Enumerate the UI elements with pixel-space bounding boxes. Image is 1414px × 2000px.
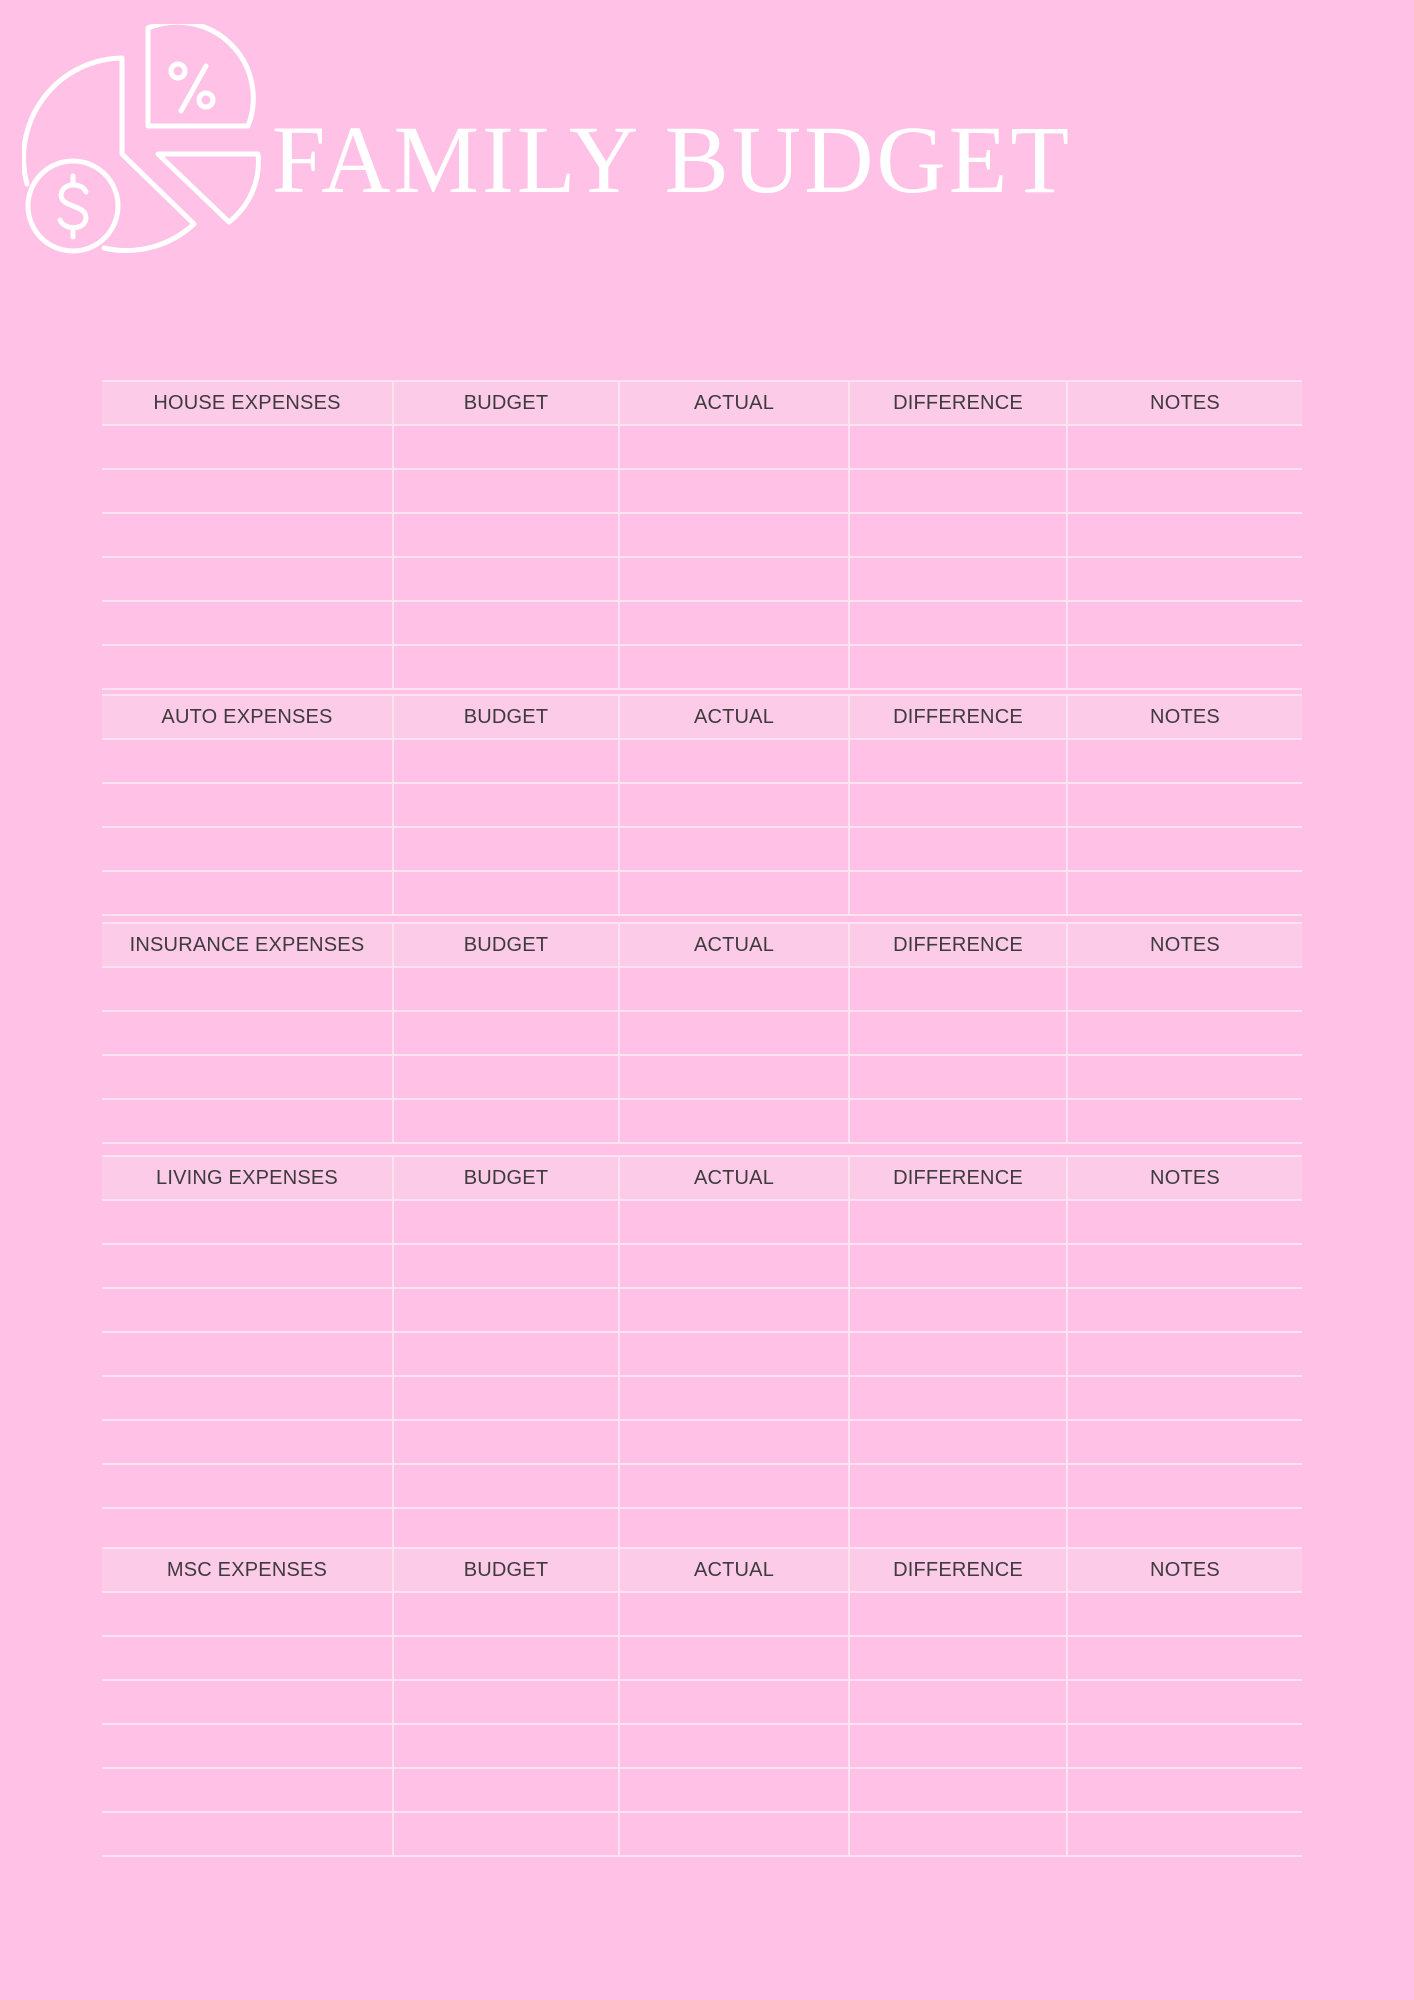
table-cell[interactable]: [102, 470, 394, 512]
table-cell[interactable]: [102, 602, 394, 644]
table-cell[interactable]: [1068, 1333, 1302, 1375]
column-header-budget: BUDGET: [394, 696, 620, 738]
column-header-notes: NOTES: [1150, 705, 1220, 728]
table-cell[interactable]: [850, 558, 1068, 600]
table-cell[interactable]: [850, 1012, 1068, 1054]
table-cell[interactable]: [620, 470, 850, 512]
table-cell[interactable]: [850, 426, 1068, 468]
table-cell[interactable]: [394, 828, 620, 870]
table-cell[interactable]: [620, 558, 850, 600]
table-cell[interactable]: [102, 1245, 394, 1287]
table-cell[interactable]: [850, 1725, 1068, 1767]
table-cell[interactable]: [620, 1769, 850, 1811]
section-header-row: [102, 1155, 1302, 1201]
budget-section-auto: [102, 694, 1302, 916]
table-cell[interactable]: [1068, 470, 1302, 512]
table-cell[interactable]: [394, 1056, 620, 1098]
table-cell[interactable]: [620, 740, 850, 782]
table-cell[interactable]: [620, 1100, 850, 1142]
table-cell[interactable]: [1068, 784, 1302, 826]
table-cell[interactable]: [394, 1593, 620, 1635]
column-header-actual: ACTUAL: [620, 696, 850, 738]
table-row: [102, 514, 1302, 558]
table-cell[interactable]: [850, 1509, 1068, 1551]
table-cell[interactable]: [620, 1289, 850, 1331]
table-cell[interactable]: [620, 1245, 850, 1287]
table-cell[interactable]: [394, 1637, 620, 1679]
table-cell[interactable]: [394, 1245, 620, 1287]
table-cell[interactable]: [850, 514, 1068, 556]
table-cell[interactable]: [850, 602, 1068, 644]
budget-section-msc: [102, 1547, 1302, 1857]
table-cell[interactable]: [394, 1725, 620, 1767]
section-title: HOUSE EXPENSES: [102, 382, 394, 424]
table-cell[interactable]: [1068, 1769, 1302, 1811]
table-cell[interactable]: [394, 1681, 620, 1723]
table-cell[interactable]: [620, 1012, 850, 1054]
table-cell[interactable]: [102, 1289, 394, 1331]
table-cell[interactable]: [850, 1377, 1068, 1419]
table-cell[interactable]: [1068, 968, 1302, 1010]
table-cell[interactable]: [102, 1333, 394, 1375]
table-cell[interactable]: [620, 514, 850, 556]
table-cell[interactable]: [1068, 872, 1302, 914]
table-row: [102, 1201, 1302, 1245]
table-row: [102, 470, 1302, 514]
table-cell[interactable]: [394, 514, 620, 556]
table-cell[interactable]: [102, 784, 394, 826]
table-cell[interactable]: [394, 1769, 620, 1811]
table-cell[interactable]: [102, 1465, 394, 1507]
table-cell[interactable]: [850, 1813, 1068, 1855]
table-cell[interactable]: [620, 1056, 850, 1098]
table-cell[interactable]: [850, 872, 1068, 914]
table-cell[interactable]: [394, 1012, 620, 1054]
table-cell[interactable]: [1068, 1593, 1302, 1635]
table-cell[interactable]: [1068, 1201, 1302, 1243]
table-cell[interactable]: [1068, 1725, 1302, 1767]
table-cell[interactable]: [850, 1056, 1068, 1098]
table-cell[interactable]: [394, 470, 620, 512]
table-cell[interactable]: [1068, 1813, 1302, 1855]
table-cell[interactable]: [850, 968, 1068, 1010]
table-cell[interactable]: [620, 1813, 850, 1855]
column-header-actual: ACTUAL: [620, 1157, 850, 1199]
section-title: MSC EXPENSES: [102, 1549, 394, 1591]
table-cell[interactable]: [394, 1813, 620, 1855]
table-cell[interactable]: [394, 1465, 620, 1507]
table-row: [102, 828, 1302, 872]
table-cell[interactable]: [394, 872, 620, 914]
page-title: FAMILY BUDGET: [272, 106, 1073, 213]
table-cell[interactable]: [1068, 828, 1302, 870]
table-cell[interactable]: [394, 646, 620, 688]
table-cell[interactable]: [620, 1201, 850, 1243]
table-cell[interactable]: [102, 872, 394, 914]
table-cell[interactable]: [850, 1201, 1068, 1243]
table-row: [102, 602, 1302, 646]
table-cell[interactable]: [394, 602, 620, 644]
table-cell[interactable]: [394, 1333, 620, 1375]
table-cell[interactable]: [102, 828, 394, 870]
table-cell[interactable]: [850, 1637, 1068, 1679]
table-cell[interactable]: [620, 1465, 850, 1507]
table-row: [102, 1465, 1302, 1509]
table-cell[interactable]: [1068, 558, 1302, 600]
table-cell[interactable]: [394, 1377, 620, 1419]
table-cell[interactable]: [620, 646, 850, 688]
table-cell[interactable]: [1068, 1289, 1302, 1331]
table-cell[interactable]: [620, 1593, 850, 1635]
table-cell[interactable]: [850, 740, 1068, 782]
table-cell[interactable]: [394, 426, 620, 468]
table-cell[interactable]: [394, 1201, 620, 1243]
table-cell[interactable]: [620, 968, 850, 1010]
table-row: [102, 872, 1302, 916]
table-cell[interactable]: [1068, 1681, 1302, 1723]
column-header-notes: NOTES: [1150, 933, 1220, 956]
budget-section-insurance: [102, 922, 1302, 1144]
table-cell[interactable]: [394, 1509, 620, 1551]
table-cell[interactable]: [620, 828, 850, 870]
table-cell[interactable]: [1068, 1100, 1302, 1142]
table-cell[interactable]: [102, 1377, 394, 1419]
table-cell[interactable]: [394, 968, 620, 1010]
table-row: [102, 968, 1302, 1012]
table-cell[interactable]: [1068, 740, 1302, 782]
table-cell[interactable]: [1068, 1377, 1302, 1419]
table-row: [102, 1593, 1302, 1637]
table-row: [102, 1725, 1302, 1769]
table-row: [102, 1012, 1302, 1056]
table-cell[interactable]: [102, 1769, 394, 1811]
table-cell[interactable]: [102, 1725, 394, 1767]
table-cell[interactable]: [850, 1769, 1068, 1811]
table-cell[interactable]: [102, 646, 394, 688]
table-cell[interactable]: [1068, 426, 1302, 468]
section-header-row: [102, 922, 1302, 968]
table-cell[interactable]: [102, 1056, 394, 1098]
table-cell[interactable]: [394, 558, 620, 600]
table-row: [102, 1377, 1302, 1421]
table-cell[interactable]: [1068, 1465, 1302, 1507]
table-cell[interactable]: [1068, 1509, 1302, 1551]
table-cell[interactable]: [102, 1637, 394, 1679]
section-title: LIVING EXPENSES: [102, 1157, 394, 1199]
table-cell[interactable]: [394, 740, 620, 782]
section-title: AUTO EXPENSES: [102, 696, 394, 738]
table-row: [102, 558, 1302, 602]
table-cell[interactable]: [102, 1593, 394, 1635]
table-cell[interactable]: [1068, 1421, 1302, 1463]
table-cell[interactable]: [850, 1421, 1068, 1463]
table-row: [102, 1421, 1302, 1465]
section-header-row: [102, 380, 1302, 426]
table-cell[interactable]: [850, 646, 1068, 688]
column-header-difference: DIFFERENCE: [850, 1157, 1068, 1199]
table-cell[interactable]: [102, 1012, 394, 1054]
table-cell[interactable]: [102, 1201, 394, 1243]
table-cell[interactable]: [102, 968, 394, 1010]
column-header-actual: ACTUAL: [620, 924, 850, 966]
section-header-row: [102, 1547, 1302, 1593]
table-row: [102, 646, 1302, 690]
budget-pie-chart-logo-icon: [22, 24, 267, 260]
table-cell[interactable]: [102, 1681, 394, 1723]
table-row: [102, 740, 1302, 784]
table-cell[interactable]: [620, 426, 850, 468]
table-cell[interactable]: [102, 1100, 394, 1142]
table-row: [102, 1333, 1302, 1377]
table-cell[interactable]: [620, 1377, 850, 1419]
table-row: [102, 1100, 1302, 1144]
table-cell[interactable]: [620, 1421, 850, 1463]
table-cell[interactable]: [102, 740, 394, 782]
column-header-budget: BUDGET: [394, 924, 620, 966]
table-row: [102, 1245, 1302, 1289]
table-cell[interactable]: [1068, 602, 1302, 644]
table-cell[interactable]: [850, 1465, 1068, 1507]
table-row: [102, 1769, 1302, 1813]
table-cell[interactable]: [1068, 1637, 1302, 1679]
table-cell[interactable]: [620, 1725, 850, 1767]
column-header-budget: BUDGET: [394, 1549, 620, 1591]
table-cell[interactable]: [394, 1289, 620, 1331]
column-header-notes: NOTES: [1150, 1166, 1220, 1189]
table-cell[interactable]: [1068, 646, 1302, 688]
column-header-notes: NOTES: [1150, 391, 1220, 414]
table-cell[interactable]: [1068, 1012, 1302, 1054]
table-cell[interactable]: [102, 558, 394, 600]
table-cell[interactable]: [1068, 1245, 1302, 1287]
section-header-row: [102, 694, 1302, 740]
table-cell[interactable]: [850, 1593, 1068, 1635]
table-cell[interactable]: [102, 514, 394, 556]
column-header-budget: BUDGET: [394, 382, 620, 424]
table-cell[interactable]: [850, 828, 1068, 870]
budget-section-living: [102, 1155, 1302, 1553]
table-row: [102, 784, 1302, 828]
column-header-difference: DIFFERENCE: [850, 1549, 1068, 1591]
table-cell[interactable]: [1068, 1056, 1302, 1098]
table-cell[interactable]: [620, 1333, 850, 1375]
table-row: [102, 1056, 1302, 1100]
table-cell[interactable]: [850, 1681, 1068, 1723]
table-cell[interactable]: [850, 784, 1068, 826]
table-row: [102, 1681, 1302, 1725]
table-row: [102, 1637, 1302, 1681]
table-cell[interactable]: [102, 1813, 394, 1855]
table-cell[interactable]: [394, 1100, 620, 1142]
table-cell[interactable]: [850, 1245, 1068, 1287]
table-cell[interactable]: [394, 1421, 620, 1463]
table-cell[interactable]: [850, 1333, 1068, 1375]
table-cell[interactable]: [102, 1509, 394, 1551]
table-cell[interactable]: [102, 426, 394, 468]
section-title: INSURANCE EXPENSES: [102, 924, 394, 966]
table-cell[interactable]: [620, 1509, 850, 1551]
table-cell[interactable]: [620, 602, 850, 644]
table-cell[interactable]: [850, 1289, 1068, 1331]
table-cell[interactable]: [620, 784, 850, 826]
table-row: [102, 1289, 1302, 1333]
table-cell[interactable]: [102, 1421, 394, 1463]
column-header-difference: DIFFERENCE: [850, 382, 1068, 424]
column-header-budget: BUDGET: [394, 1157, 620, 1199]
column-header-actual: ACTUAL: [620, 382, 850, 424]
table-cell[interactable]: [620, 1681, 850, 1723]
column-header-difference: DIFFERENCE: [850, 696, 1068, 738]
table-cell[interactable]: [1068, 514, 1302, 556]
table-row: [102, 1813, 1302, 1857]
table-cell[interactable]: [394, 784, 620, 826]
column-header-notes: NOTES: [1150, 1558, 1220, 1581]
column-header-difference: DIFFERENCE: [850, 924, 1068, 966]
budget-section-house: [102, 380, 1302, 690]
table-cell[interactable]: [850, 470, 1068, 512]
table-cell[interactable]: [620, 872, 850, 914]
table-cell[interactable]: [850, 1100, 1068, 1142]
table-row: [102, 426, 1302, 470]
column-header-actual: ACTUAL: [620, 1549, 850, 1591]
table-cell[interactable]: [620, 1637, 850, 1679]
